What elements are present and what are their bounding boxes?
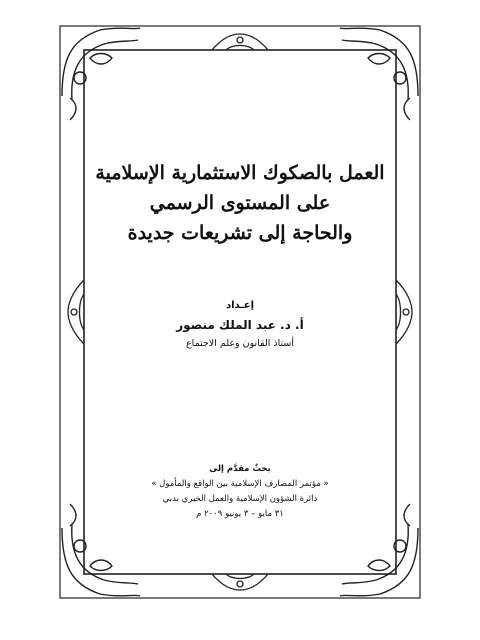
conference-name: « مؤتمر المصارف الإسلامية بين الواقع والمأمول »: [151, 479, 329, 489]
author-position: أستاذ القانون وعلم الاجتماع: [186, 338, 294, 349]
organizer-name: دائرة الشؤون الإسلامية والعمل الخيري بدبي: [162, 494, 318, 504]
title-line-2: على المستوى الرسمي: [149, 192, 331, 214]
author-name: أ. د. عبد الملك منصور: [176, 318, 304, 332]
conference-dates: ٣١ مايو – ٣ يونيو ٢٠٠٩ م: [196, 509, 284, 519]
presentation-info: [80, 462, 400, 522]
cover-content: [80, 0, 400, 640]
title-block: [80, 158, 400, 248]
author-block: [80, 298, 400, 352]
title-line-1: العمل بالصكوك الاستثمارية الإسلامية: [95, 162, 385, 184]
presented-to-label: بحثٌ مقدَّم إلى: [209, 464, 271, 474]
title-line-3: والحاجة إلى تشريعات جديدة: [127, 222, 353, 244]
prepared-by-label: إعـداد: [225, 300, 254, 311]
